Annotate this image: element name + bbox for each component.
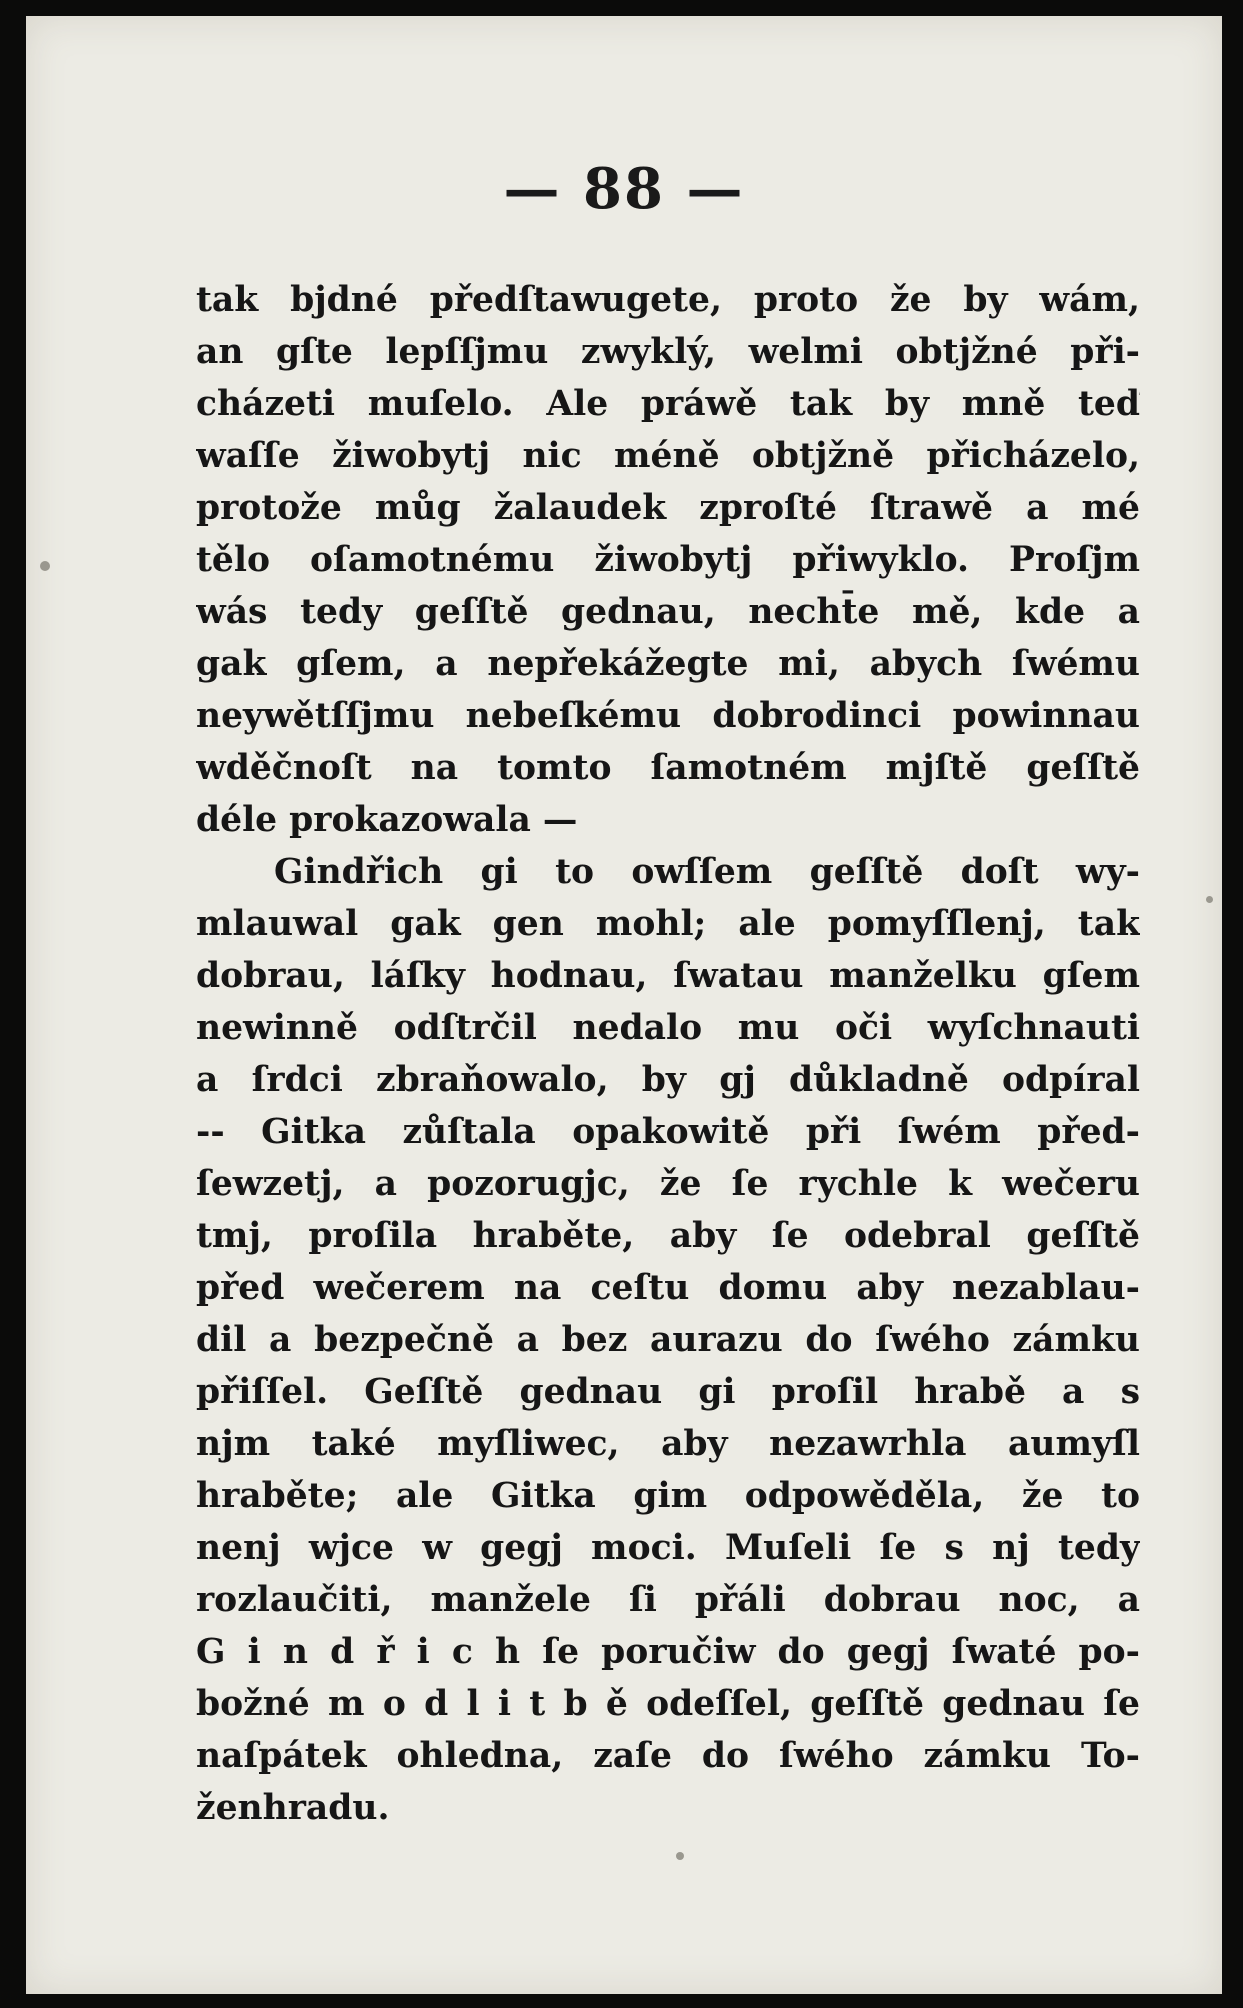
text-line: hraběte; ale Gitka gim odpowěděla, že to (196, 1476, 1140, 1516)
text-line: waſſe žiwobytj nic méně obtjžně přicházelo, (196, 436, 1140, 476)
text-line: wděčnoſt na tomto ſamotném mjſtě geſſtě (196, 748, 1140, 788)
text-line: newinně odſtrčil nedalo mu oči wyſchnauti (196, 1008, 1140, 1048)
text-line: rozlaučiti, manžele ſi přáli dobrau noc, a (196, 1580, 1140, 1620)
text-line: déle prokazowala — (196, 800, 578, 840)
text-line: mlauwal gak gen mohl; ale pomyſſlenj, tak (196, 904, 1140, 944)
text-line: neywětſſjmu nebeſkému dobrodinci powinnau (196, 696, 1140, 736)
text-line: ženhradu. (196, 1788, 390, 1828)
text-line: před wečerem na ceſtu domu aby nezablau- (196, 1268, 1140, 1308)
text-line: a ſrdci zbraňowalo, by gj důkladně odpíral (196, 1060, 1140, 1100)
text-line: wás tedy geſſtě gednau, necht̄e mě, kde a (196, 592, 1140, 632)
body-text (196, 274, 1140, 1834)
text-line: božné m o d l i t b ě odeſſel, geſſtě gednau ſe (196, 1684, 1140, 1724)
text-line: Gindřich gi to owſſem geſſtě doſt wy- (274, 852, 1140, 892)
paper-speck (1206, 896, 1213, 903)
text-line: G i n d ř i c h ſe poručiw do gegj ſwaté po- (196, 1632, 1140, 1672)
text-line: dil a bezpečně a bez aurazu do ſwého zámku (196, 1320, 1140, 1360)
text-line: ſewzetj, a pozorugjc, že ſe rychle k wečeru (196, 1164, 1140, 1204)
book-page (26, 16, 1222, 1994)
text-line: njm také myſliwec, aby nezawrhla aumyſl (196, 1424, 1140, 1464)
text-line: tmj, proſila hraběte, aby ſe odebral geſſtě (196, 1216, 1140, 1256)
text-line: -- Gitka zůſtala opakowitě při ſwém před- (196, 1112, 1140, 1152)
text-line: an gſte lepſſjmu zwyklý, welmi obtjžné při- (196, 332, 1140, 372)
text-line: cházeti muſelo. Ale práwě tak by mně teď (196, 384, 1140, 424)
text-line: tělo oſamotnému žiwobytj přiwyklo. Proſjm (196, 540, 1140, 580)
paper-speck (676, 1852, 684, 1860)
page-number: — 88 — (503, 156, 745, 222)
text-line: naſpátek ohledna, zaſe do ſwého zámku To- (196, 1736, 1140, 1776)
text-line: gak gſem, a nepřekážegte mi, abych ſwému (196, 644, 1140, 684)
text-line: nenj wjce w gegj moci. Muſeli ſe s nj tedy (196, 1528, 1140, 1568)
text-line: dobrau, láſky hodnau, ſwatau manželku gſem (196, 956, 1140, 996)
text-line: tak bjdné předſtawugete, proto že by wám, (196, 280, 1140, 320)
text-line: protože můg žalaudek zproſté ſtrawě a mé (196, 488, 1140, 528)
paper-speck (40, 561, 50, 571)
text-line: přiſſel. Geſſtě gednau gi proſil hrabě a s (196, 1372, 1140, 1412)
